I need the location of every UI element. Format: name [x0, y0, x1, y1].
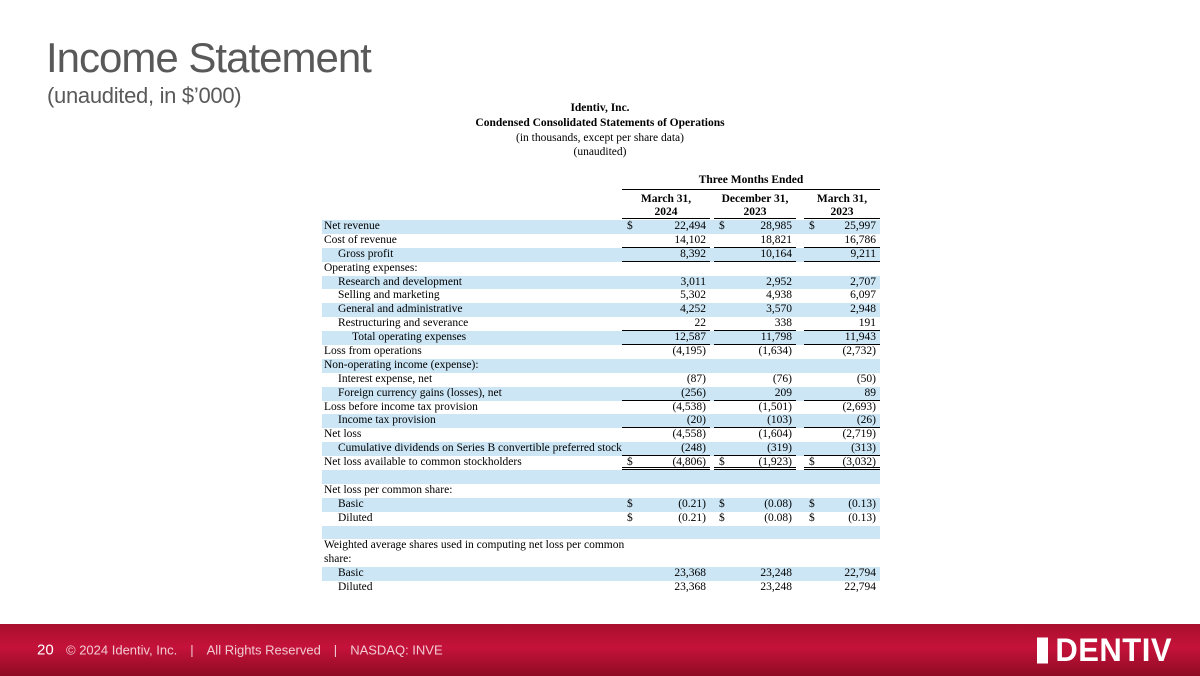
cell-value: 23,248: [760, 567, 792, 580]
cell-value: 89: [864, 386, 876, 399]
currency-symbol: $: [719, 511, 725, 524]
cell-value: 28,985: [760, 220, 792, 232]
value-cell: [804, 303, 880, 317]
value-cell: [622, 345, 710, 359]
row-label: Operating expenses:: [324, 261, 418, 274]
row-label: Loss before income tax provision: [324, 400, 478, 413]
column-header-line: March 31,: [816, 193, 868, 205]
statement-company-name: Identiv, Inc.: [570, 102, 630, 114]
column-header-line: 2023: [830, 205, 854, 218]
row-label: Diluted: [338, 511, 373, 524]
row-label: Basic: [338, 567, 364, 580]
value-cell: [804, 234, 880, 248]
currency-symbol: $: [627, 511, 633, 524]
currency-symbol: $: [627, 220, 633, 232]
value-cell: [622, 414, 710, 428]
column-header-line: 2023: [743, 205, 767, 218]
row-label: Income tax provision: [338, 414, 436, 427]
value-cell: [622, 387, 710, 401]
value-cell: [622, 401, 710, 415]
value-cell: [622, 512, 710, 526]
column-header-line: 2024: [654, 205, 678, 218]
value-cell: [804, 401, 880, 415]
cell-value: (2,732): [842, 345, 876, 358]
cell-value: (26): [856, 414, 876, 427]
footer-bar: [0, 624, 1200, 676]
value-cell: [804, 498, 880, 512]
table-row: [322, 262, 880, 276]
cell-value: (87): [686, 372, 706, 385]
currency-symbol: $: [809, 220, 815, 232]
cell-value: (4,195): [672, 345, 706, 358]
value-cell: [622, 498, 710, 512]
table-row: [322, 373, 880, 387]
spacer-row: [322, 526, 880, 540]
statement-unaudited-note: (unaudited): [573, 146, 627, 159]
page-title: Income Statement: [46, 34, 371, 81]
cell-value: (4,538): [672, 400, 706, 413]
currency-symbol: $: [627, 456, 633, 469]
value-cell: [622, 373, 710, 387]
statement-title: Condensed Consolidated Statements of Operations: [475, 116, 725, 129]
row-label: Net loss: [324, 428, 362, 441]
row-label: Diluted: [338, 581, 373, 594]
table-row: [322, 387, 880, 401]
cell-value: 12,587: [674, 331, 706, 344]
identiv-logo: [1037, 631, 1172, 669]
cell-value: (0.08): [764, 511, 792, 524]
cell-value: (0.21): [678, 497, 706, 510]
cell-value: 4,252: [680, 303, 706, 316]
row-label: Net revenue: [324, 220, 380, 232]
value-cell: [622, 331, 710, 345]
currency-symbol: $: [809, 511, 815, 524]
table-row: [322, 553, 880, 567]
value-cell: [804, 220, 880, 234]
cell-value: (2,719): [842, 428, 876, 441]
table-row: [322, 539, 880, 553]
table-row: [322, 331, 880, 345]
statement-units-note: (in thousands, except per share data): [516, 131, 684, 144]
cell-value: 11,943: [844, 331, 876, 344]
cell-value: (1,501): [758, 400, 792, 413]
table-row: [322, 498, 880, 512]
value-cell: [804, 345, 880, 359]
ticker-text: NASDAQ: INVE: [350, 642, 443, 658]
value-cell: [804, 331, 880, 345]
cell-value: (4,806): [672, 456, 706, 469]
row-label: Net loss per common share:: [324, 483, 453, 496]
row-label: General and administrative: [338, 303, 463, 316]
table-row: [322, 303, 880, 317]
cell-value: (3,032): [842, 456, 876, 469]
value-cell: [804, 317, 880, 331]
cell-value: (76): [772, 372, 792, 385]
cell-value: 2,948: [850, 303, 876, 316]
row-label: Interest expense, net: [338, 372, 433, 385]
logo-text: DENTIV: [1055, 631, 1172, 669]
table-row: [322, 317, 880, 331]
spacer-row: [322, 470, 880, 484]
value-cell: [714, 289, 796, 303]
currency-symbol: $: [719, 456, 725, 469]
cell-value: 18,821: [760, 233, 792, 246]
cell-value: (1,634): [758, 345, 792, 358]
row-label: Gross profit: [338, 247, 394, 260]
cell-value: (2,693): [842, 400, 876, 413]
cell-value: (313): [851, 442, 876, 455]
cell-value: 338: [774, 317, 792, 330]
cell-value: (248): [681, 442, 706, 455]
table-row: [322, 234, 880, 248]
column-header: [714, 193, 796, 219]
value-cell: [804, 428, 880, 442]
value-cell: [622, 456, 710, 470]
table-row: [322, 442, 880, 456]
cell-value: 22,494: [674, 220, 706, 232]
page-subtitle: (unaudited, in $’000): [47, 83, 242, 108]
value-cell: [714, 456, 796, 470]
value-cell: [714, 303, 796, 317]
rights-text: All Rights Reserved: [206, 642, 321, 658]
cell-value: 5,302: [680, 289, 706, 302]
cell-value: 191: [858, 317, 876, 330]
value-cell: [804, 276, 880, 290]
row-label: Foreign currency gains (losses), net: [338, 386, 502, 399]
value-cell: [622, 248, 710, 262]
period-header: Three Months Ended: [622, 174, 880, 190]
copyright-text: © 2024 Identiv, Inc.: [66, 642, 178, 658]
cell-value: 8,392: [680, 247, 706, 260]
row-label: Research and development: [338, 275, 462, 288]
row-label: Loss from operations: [324, 345, 422, 358]
value-cell: [714, 498, 796, 512]
cell-value: (20): [686, 414, 706, 427]
table-row: [322, 484, 880, 498]
row-label: Cost of revenue: [324, 233, 397, 246]
value-cell: [714, 581, 796, 595]
value-cell: [714, 220, 796, 234]
cell-value: 2,952: [766, 275, 792, 288]
cell-value: 22: [694, 317, 706, 330]
value-cell: [714, 373, 796, 387]
row-label: Cumulative dividends on Series B convertible preferred stock: [338, 442, 622, 455]
cell-value: 23,248: [760, 581, 792, 594]
value-cell: [622, 317, 710, 331]
table-row: [322, 428, 880, 442]
cell-value: 4,938: [766, 289, 792, 302]
value-cell: [804, 442, 880, 456]
cell-value: (0.13): [848, 511, 876, 524]
cell-value: (0.13): [848, 497, 876, 510]
value-cell: [714, 428, 796, 442]
column-header: [622, 193, 710, 219]
currency-symbol: $: [627, 497, 633, 510]
value-cell: [804, 248, 880, 262]
cell-value: 9,211: [850, 247, 876, 260]
value-cell: [714, 345, 796, 359]
cell-value: 209: [774, 386, 792, 399]
cell-value: 16,786: [844, 233, 876, 246]
table-row: [322, 401, 880, 415]
value-cell: [804, 289, 880, 303]
table-row: [322, 345, 880, 359]
value-cell: [622, 234, 710, 248]
table-row: [322, 581, 880, 595]
table-row: [322, 220, 880, 234]
table-row: [322, 512, 880, 526]
table-row: [322, 359, 880, 373]
cell-value: 23,368: [674, 581, 706, 594]
cell-value: 22,794: [844, 581, 876, 594]
cell-value: (50): [856, 372, 876, 385]
value-cell: [622, 289, 710, 303]
value-cell: [714, 317, 796, 331]
logo-i-bar-icon: [1037, 637, 1048, 663]
cell-value: 14,102: [674, 233, 706, 246]
cell-value: 3,011: [680, 275, 706, 288]
row-label: Selling and marketing: [338, 289, 440, 302]
value-cell: [714, 331, 796, 345]
value-cell: [714, 276, 796, 290]
value-cell: [622, 276, 710, 290]
value-cell: [622, 303, 710, 317]
row-label: Non-operating income (expense):: [324, 358, 479, 371]
column-header-line: December 31,: [721, 193, 789, 205]
footer-separator: |: [190, 642, 194, 658]
cell-value: (1,604): [758, 428, 792, 441]
value-cell: [804, 512, 880, 526]
row-label: Basic: [338, 497, 364, 510]
value-cell: [622, 220, 710, 234]
value-cell: [714, 234, 796, 248]
value-cell: [804, 581, 880, 595]
currency-symbol: $: [719, 497, 725, 510]
value-cell: [622, 581, 710, 595]
cell-value: (256): [681, 386, 706, 399]
cell-value: 10,164: [760, 247, 792, 260]
value-cell: [804, 373, 880, 387]
value-cell: [804, 387, 880, 401]
value-cell: [804, 414, 880, 428]
cell-value: 6,097: [850, 289, 876, 302]
table-row: [322, 276, 880, 290]
column-header-line: March 31,: [640, 193, 692, 205]
cell-value: (319): [767, 442, 792, 455]
footer-separator: |: [333, 642, 338, 658]
cell-value: 25,997: [844, 220, 876, 232]
page-number: 20: [37, 641, 54, 659]
value-cell: [804, 567, 880, 581]
column-header: [804, 193, 880, 219]
cell-value: 2,707: [850, 275, 876, 288]
cell-value: 22,794: [844, 567, 876, 580]
cell-value: 11,798: [760, 331, 792, 344]
row-label: Net loss available to common stockholders: [324, 456, 522, 469]
value-cell: [714, 442, 796, 456]
cell-value: 23,368: [674, 567, 706, 580]
column-headers: [622, 193, 880, 220]
value-cell: [622, 567, 710, 581]
value-cell: [714, 248, 796, 262]
value-cell: [714, 567, 796, 581]
row-label: Total operating expenses: [352, 331, 467, 344]
row-label: Restructuring and severance: [338, 317, 469, 330]
cell-value: (103): [767, 414, 792, 427]
value-cell: [714, 401, 796, 415]
statement-table: [322, 220, 880, 595]
cell-value: 3,570: [766, 303, 792, 316]
value-cell: [714, 414, 796, 428]
statement-heading: [322, 101, 878, 160]
cell-value: (4,558): [672, 428, 706, 441]
value-cell: [622, 428, 710, 442]
row-label: Weighted average shares used in computing net loss per common: [324, 539, 625, 552]
table-row: [322, 289, 880, 303]
currency-symbol: $: [809, 497, 815, 510]
table-row: [322, 414, 880, 428]
value-cell: [804, 456, 880, 470]
footer-text: [66, 643, 443, 658]
cell-value: (0.21): [678, 511, 706, 524]
value-cell: [622, 442, 710, 456]
table-row: [322, 456, 880, 470]
value-cell: [714, 387, 796, 401]
row-label: share:: [324, 553, 352, 566]
table-row: [322, 248, 880, 262]
cell-value: (1,923): [758, 456, 792, 469]
table-row: [322, 567, 880, 581]
currency-symbol: $: [719, 220, 725, 232]
value-cell: [714, 512, 796, 526]
currency-symbol: $: [809, 456, 815, 469]
cell-value: (0.08): [764, 497, 792, 510]
